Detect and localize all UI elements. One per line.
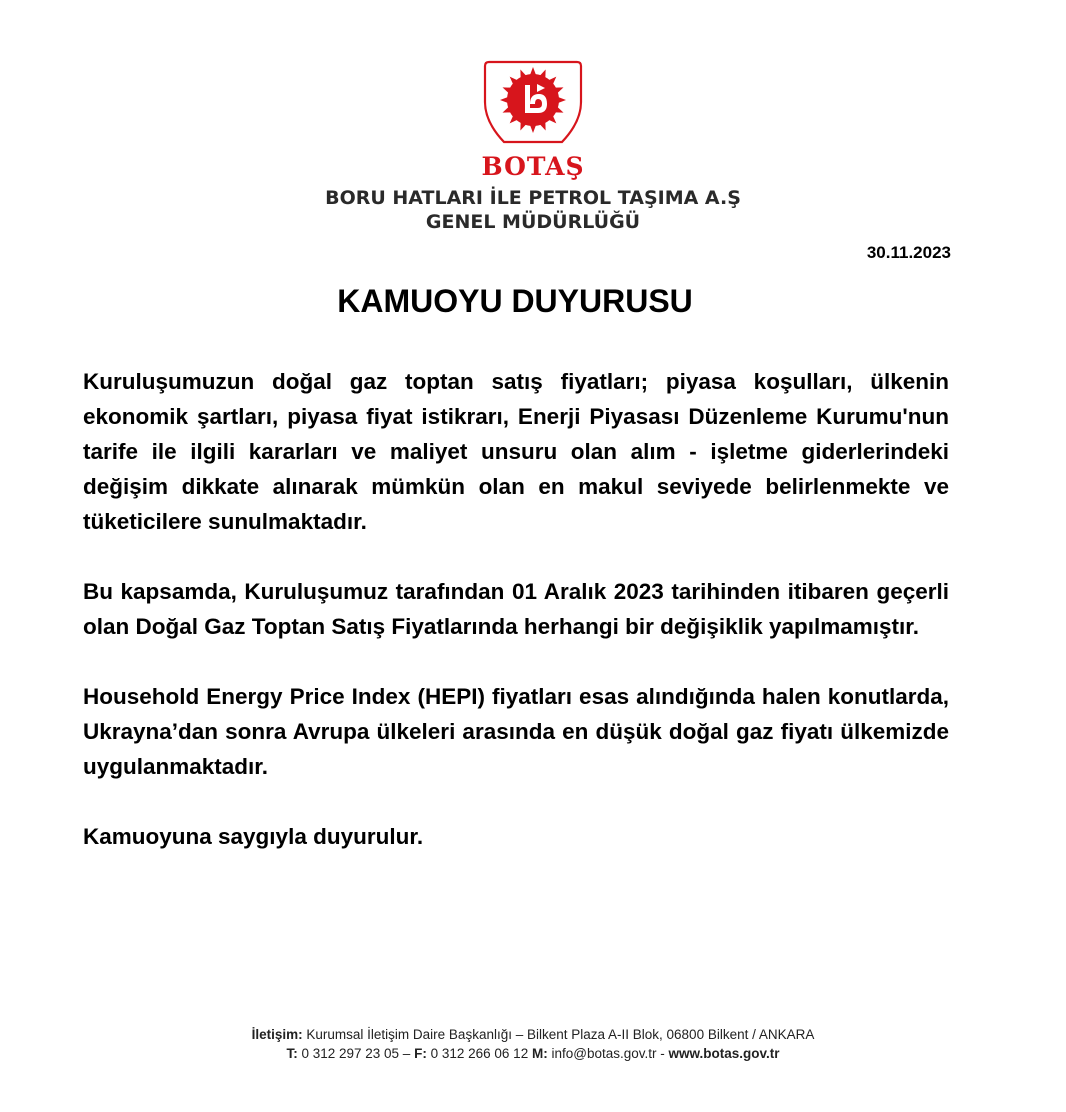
letterhead: [0, 60, 1066, 234]
contact-label: İletişim:: [251, 1027, 303, 1042]
fax-label: F:: [414, 1046, 427, 1061]
contact-address: Kurumsal İletişim Daire Başkanlığı – Bilkent Plaza A-II Blok, 06800 Bilkent / ANKARA: [306, 1027, 815, 1042]
document-title: KAMUOYU DUYURUSU: [337, 283, 693, 319]
botas-logo-icon: [482, 60, 584, 146]
fax-number: 0 312 266 06 12: [430, 1046, 529, 1061]
footer-address-line: [0, 1025, 1066, 1044]
announcement-body: [83, 364, 949, 889]
paragraph: Household Energy Price Index (HEPI) fiyatları esas alındığında halen konutlarda, Ukrayna’dan sonra Avrupa ülkeleri arasında en düşük doğal gaz fiyatı ülkemizde uygulanmaktadır.: [83, 684, 949, 779]
paragraph: Kuruluşumuzun doğal gaz toptan satış fiyatları; piyasa koşulları, ülkenin ekonomik şartları, piyasa fiyat istikrarı, Enerji Piyasası Düzenleme Kurumu'nun tarife ile ilgili kararları ve maliyet unsuru olan alım - işletme giderlerindeki değişim dikkate alınarak mümkün olan en makul seviyede belirlenmekte ve tüketicilere sunulmaktadır.: [83, 369, 949, 534]
footer-phone-line: [0, 1044, 1066, 1063]
company-department-line: GENEL MÜDÜRLÜĞÜ: [425, 211, 641, 233]
closing-line: Kamuoyuna saygıyla duyurulur.: [83, 824, 424, 849]
phone-number: 0 312 297 23 05 –: [301, 1046, 411, 1061]
company-name-line: BORU HATLARI İLE PETROL TAŞIMA A.Ş: [325, 187, 741, 209]
email-address: info@botas.gov.tr -: [551, 1046, 665, 1061]
website-link[interactable]: www.botas.gov.tr: [668, 1046, 780, 1061]
document-date: 30.11.2023: [866, 243, 951, 262]
email-label: M:: [531, 1046, 548, 1061]
brand-name: BOTAŞ: [481, 152, 585, 181]
paragraph: Bu kapsamda, Kuruluşumuz tarafından 01 Aralık 2023 tarihinden itibaren geçerli olan Doğal Gaz Toptan Satış Fiyatlarında herhangi bir değişiklik yapılmamıştır.: [83, 579, 949, 639]
phone-label: T:: [286, 1046, 298, 1061]
footer-contact: [0, 1025, 1066, 1063]
